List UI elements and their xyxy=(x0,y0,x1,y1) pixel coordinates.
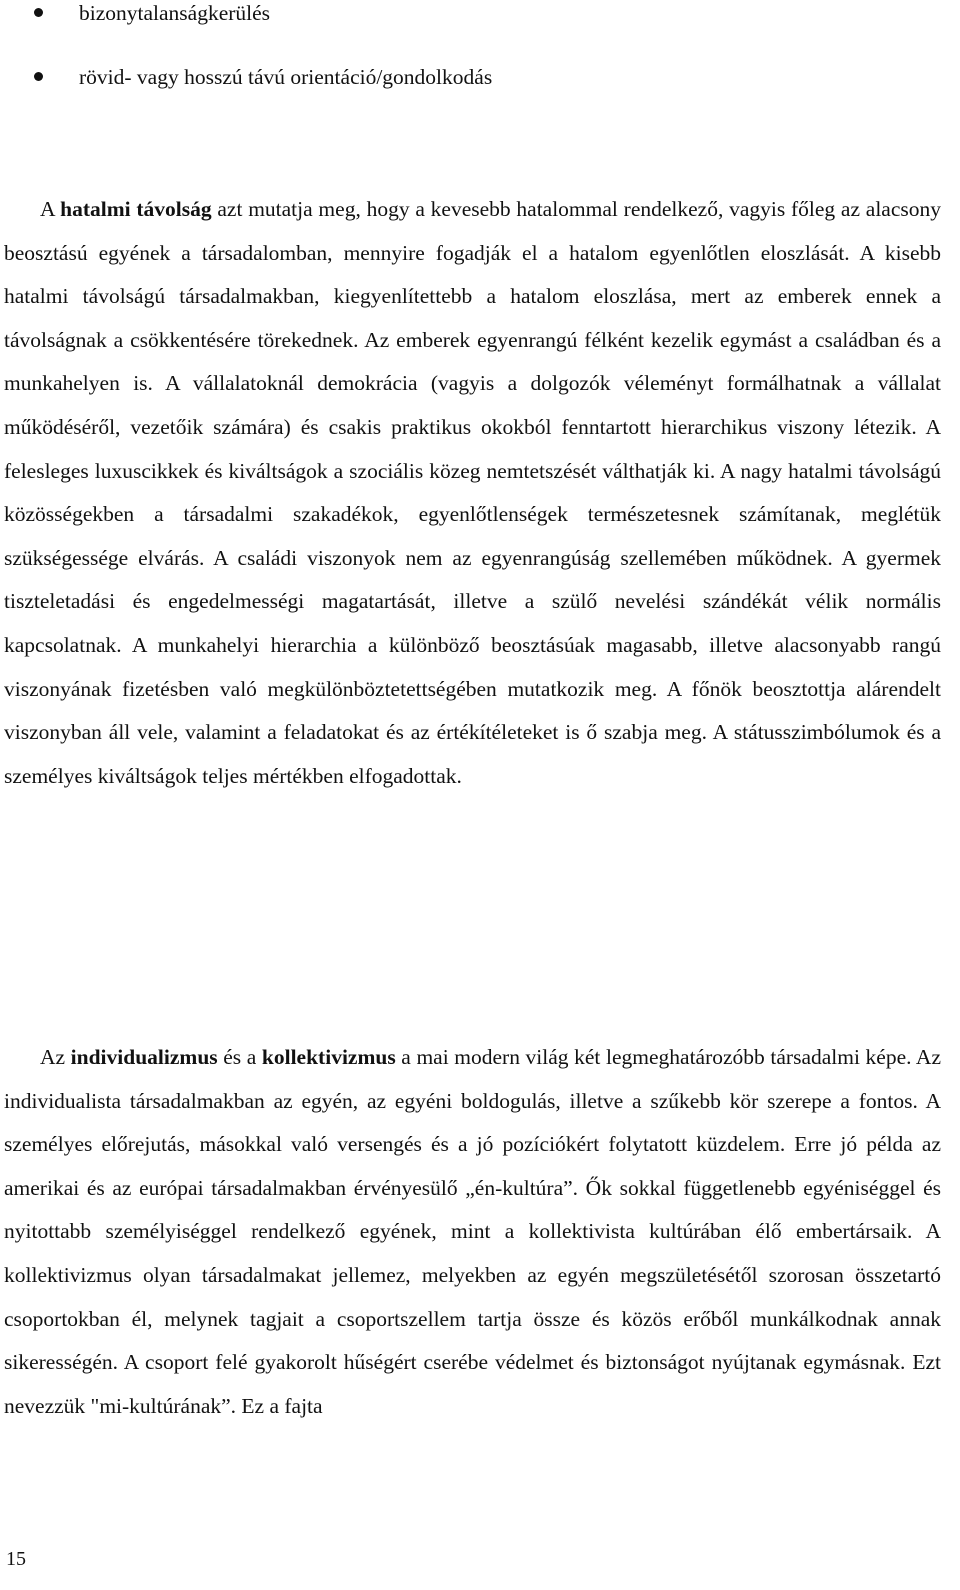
bullet-dot-icon xyxy=(34,72,43,81)
paragraph-power-distance xyxy=(4,188,941,798)
bold-term: individualizmus xyxy=(70,1045,218,1069)
bold-term: hatalmi távolság xyxy=(60,197,212,221)
paragraph-body: azt mutatja meg, hogy a kevesebb hatalommal rendelkező, vagyis főleg az alacsony beosztású egyének a társadalomban, mennyire fogadják el a hatalom egyenlőtlen eloszlását. A kisebb hatalmi távolságú társadalmakban, kiegyenlítettebb a hatalom eloszlása, mert az emberek ennek a távolságnak a csökkentésére törekednek. Az emberek egyenrangú félként kezelik egymást a családban és a munkahelyen is. A vállalatoknál demokrácia (vagyis a dolgozók véleményt formálhatnak a vállalat működéséről, vezetőik számára) és csakis praktikus okokból fenntartott hierarchikus viszony létezik. A felesleges luxuscikkek és kiváltságok a szociális közeg nemtetszését válthatják ki. A nagy hatalmi távolságú közösségekben a társadalmi szakadékok, egyenlőtlenségek természetesnek számítanak, meglétük szükségessége elvárás. A családi viszonyok nem az egyenrangúság szellemében működnek. A gyermek tiszteletadási és engedelmességi magatartását, illetve a szülő nevelési szándékát vélik normális kapcsolatnak. A munkahelyi hierarchia a különböző beosztásúak magasabb, illetve alacsonyabb rangú viszonyának fizetésben való megkülönböztetettségében mutatkozik meg. A főnök beosztottja alárendelt viszonyban áll vele, valamint a feladatokat és az értékítéleteket is ő szabja meg. A státusszimbólumok és a személyes kiváltságok teljes mértékben elfogadottak. xyxy=(4,197,941,788)
paragraph-body: a mai modern világ két legmeghatározóbb társadalmi képe. Az individualista társadalmakban az egyén, az egyéni boldogulás, illetve a szűkebb kör szerepe a fontos. A személyes előrejutás, másokkal való versengés és a jó pozíciókért folytatott küzdelem. Erre jó példa az amerikai és az európai társadalmakban érvényesülő „én-kultúra”. Ők sokkal függetlenebb egyéniséggel és nyitottabb személyiséggel rendelkező egyének, mint a kollektivista kultúrában élő embertársaik. A kollektivizmus olyan társadalmakat jellemez, melyekben az egyén megszületésétől szorosan összetartó csoportokban él, melynek tagjait a csoportszellem tartja össze és közös erőből munkálkodnak annak sikerességén. A csoport felé gyakorolt hűségért cserébe védelmet és biztonságot nyújtanak egymásnak. Ezt nevezzük "mi-kultúrának”. Ez a fajta xyxy=(4,1045,941,1418)
paragraph-intro: Az xyxy=(40,1045,71,1069)
paragraph-connector: és a xyxy=(217,1045,262,1069)
bullet-text: bizonytalanságkerülés xyxy=(79,1,271,25)
bold-term: kollektivizmus xyxy=(261,1045,396,1069)
paragraph-individualism xyxy=(4,1036,941,1428)
bullet-text: rövid- vagy hosszú távú orientáció/gondolkodás xyxy=(79,65,493,89)
bullet-dot-icon xyxy=(34,8,43,17)
paragraph-intro: A xyxy=(40,197,61,221)
page-number: 15 xyxy=(6,1548,26,1570)
